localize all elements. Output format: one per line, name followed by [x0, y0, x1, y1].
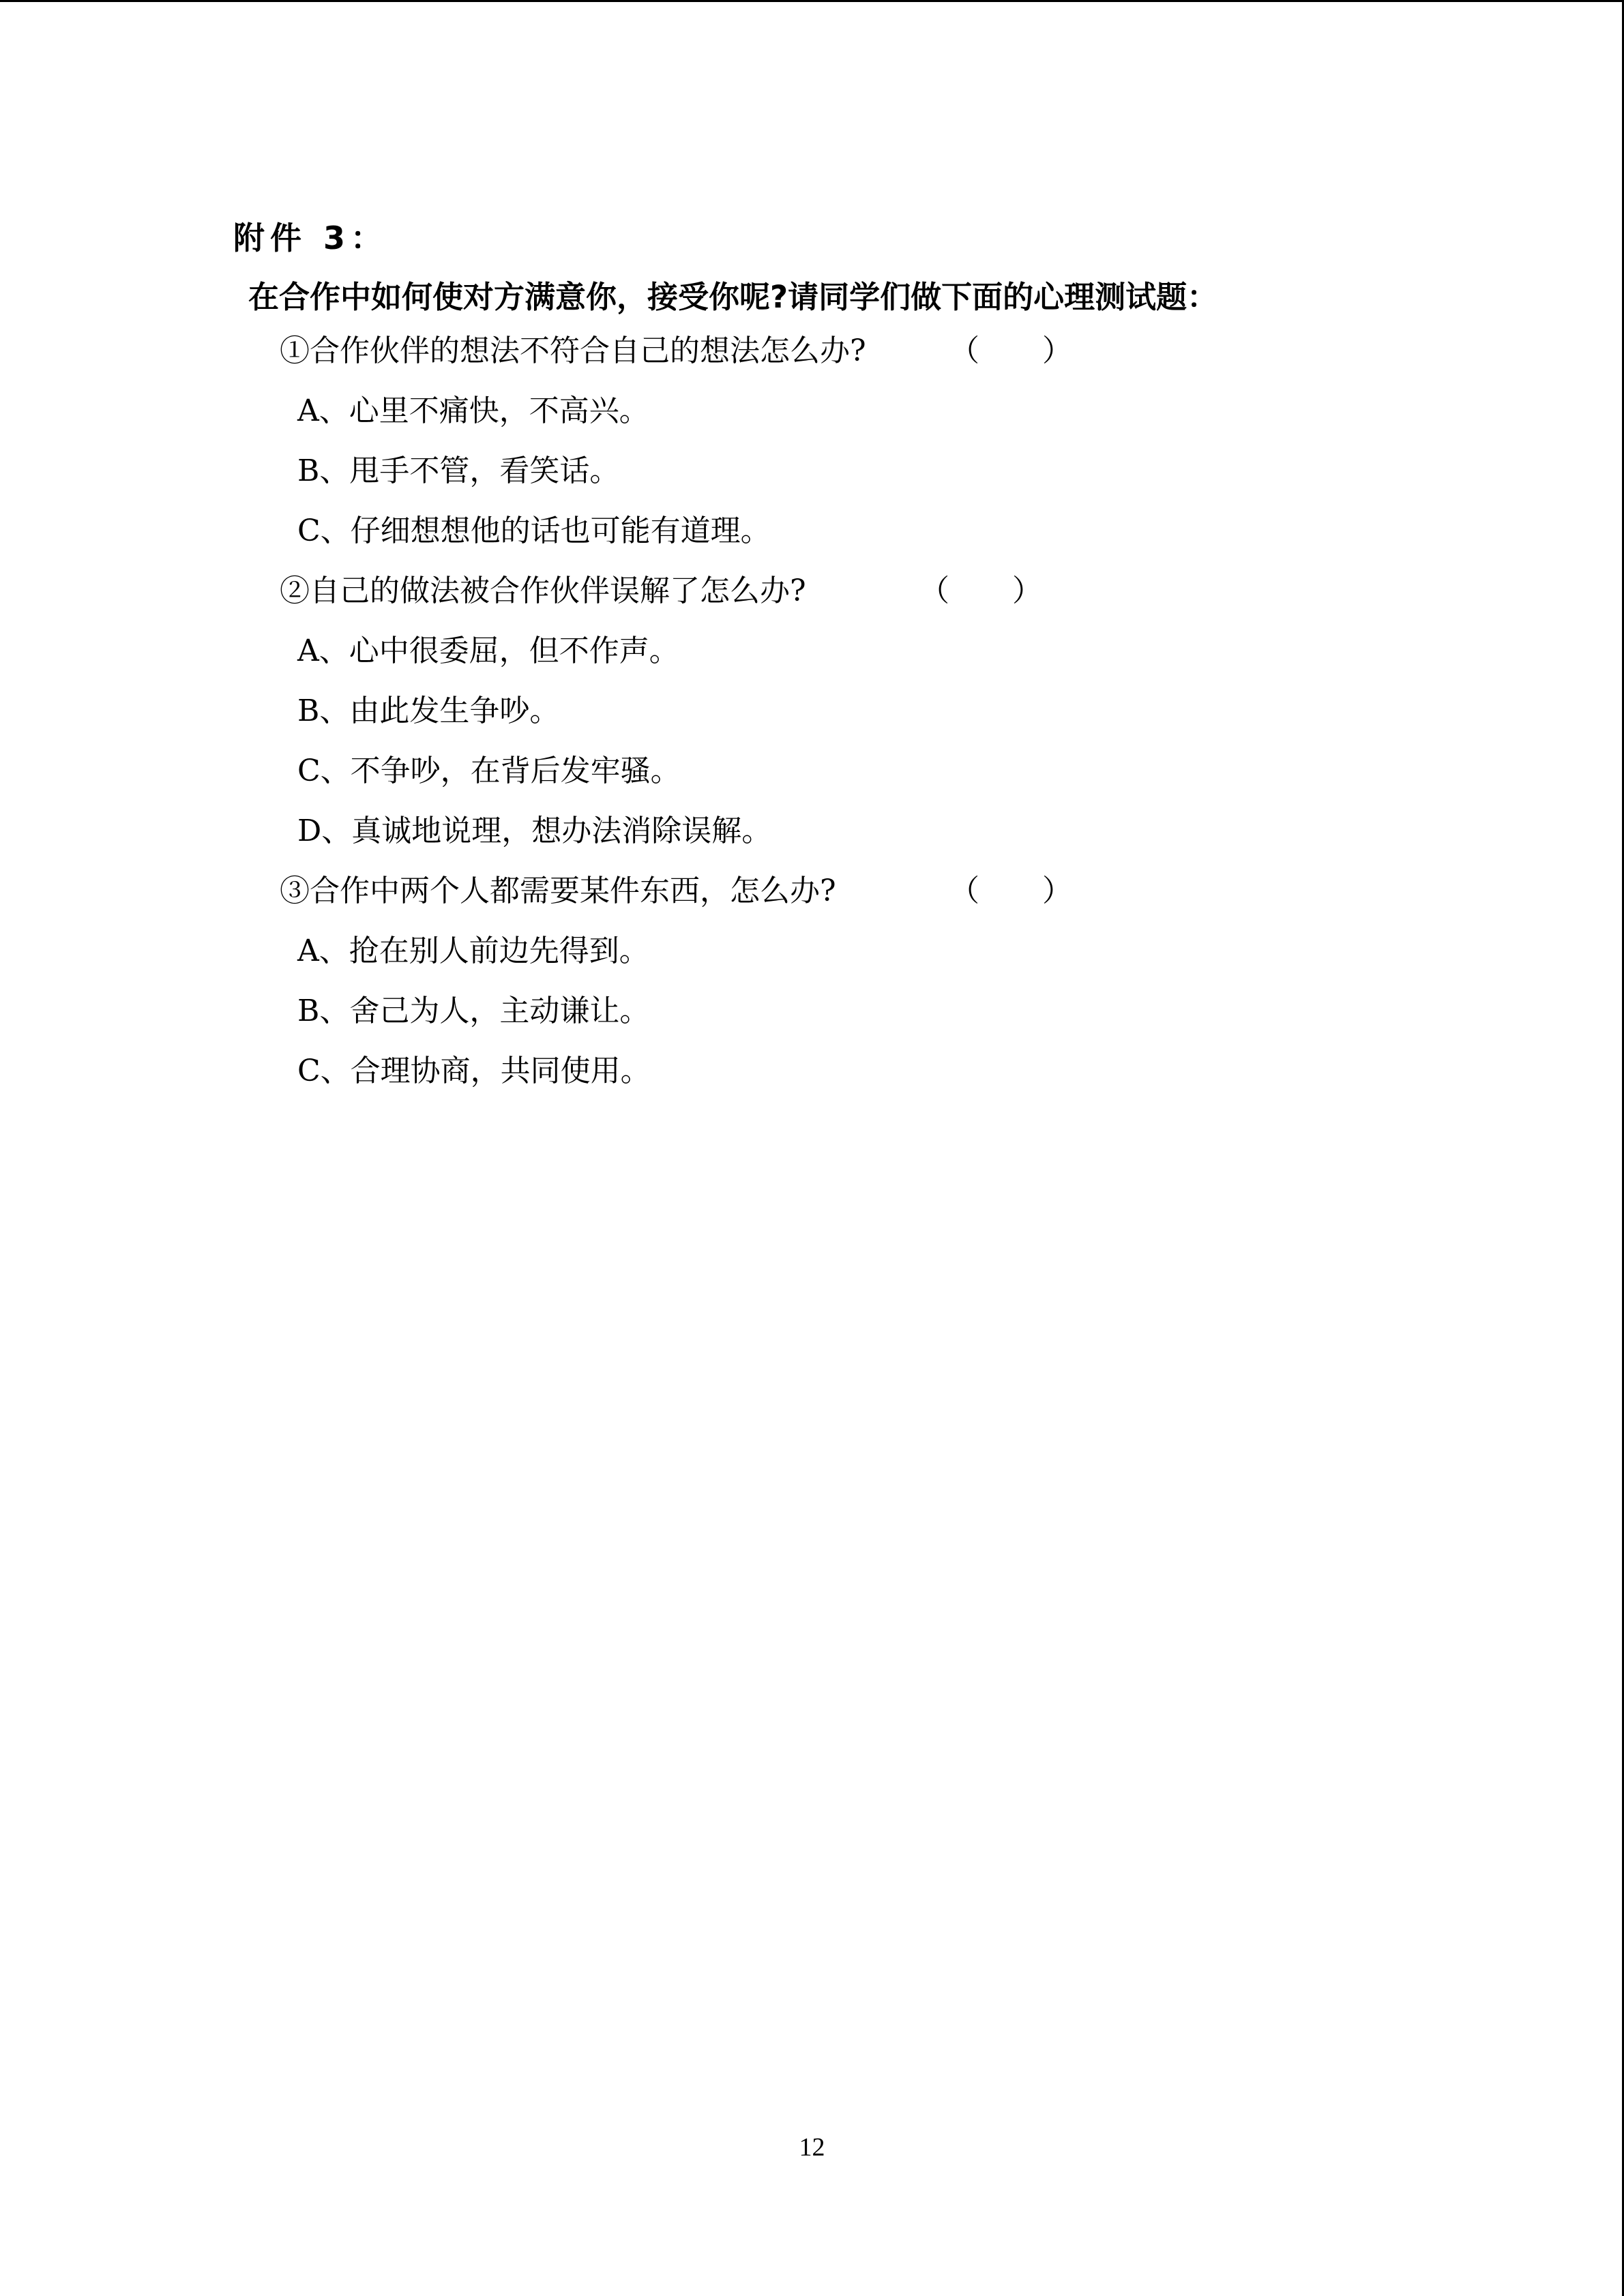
question-1-option-b: B、甩手不管，看笑话。: [297, 453, 620, 488]
question-3-option-c: C、合理协商，共同使用。: [297, 1054, 651, 1088]
question-3: ③合作中两个人都需要某件东西，怎么办?: [280, 874, 836, 908]
quiz-intro: 在合作中如何使对方满意你，接受你呢?请同学们做下面的心理测试题：: [248, 279, 1218, 315]
question-3-option-a: A、抢在别人前边先得到。: [297, 934, 649, 968]
answer-blank-open-3: （: [949, 874, 979, 908]
question-2-option-d: D、真诚地说理，想办法消除误解。: [297, 814, 772, 848]
question-3-option-b: B、舍己为人，主动谦让。: [297, 994, 650, 1028]
question-1-option-c: C、仔细想想他的话也可能有道理。: [297, 513, 771, 548]
question-2: ②自己的做法被合作伙伴误解了怎么办?: [280, 573, 806, 608]
question-1: ①合作伙伴的想法不符合自己的想法怎么办?: [280, 333, 866, 368]
answer-blank-open-1: （: [949, 333, 979, 368]
answer-blank-open-2: （: [919, 573, 949, 608]
page-number: 12: [799, 2133, 825, 2162]
answer-blank-close-1: ）: [1042, 333, 1072, 368]
question-2-option-b: B、由此发生争吵。: [297, 694, 560, 728]
attachment-label: 附件 3：: [233, 220, 388, 256]
question-1-option-a: A、心里不痛快，不高兴。: [297, 393, 649, 428]
answer-blank-close-3: ）: [1042, 874, 1072, 908]
question-2-option-a: A、心中很委屈，但不作声。: [297, 633, 679, 668]
question-2-option-c: C、不争吵，在背后发牢骚。: [297, 754, 681, 788]
answer-blank-close-2: ）: [1012, 573, 1042, 608]
